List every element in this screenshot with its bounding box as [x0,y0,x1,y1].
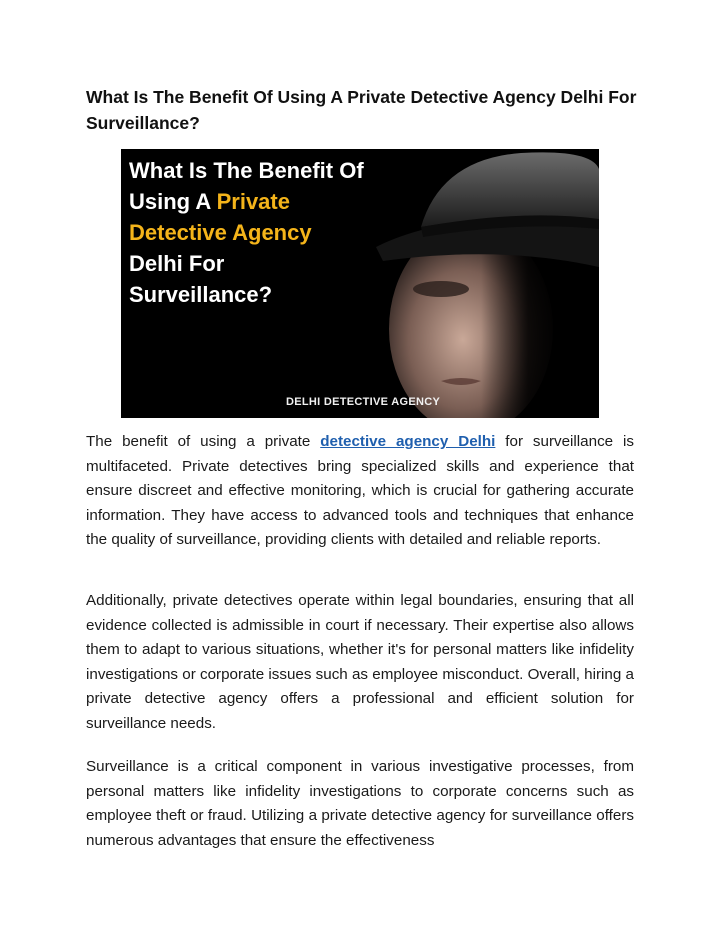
paragraph-2: Additionally, private detectives operate within legal boundaries, ensuring that all evidence collected is admissible in court if necessary. Their expertise also allows them to adapt to various situations, whether it's for personal matters like infidelity investigations or corporate issues such as employee misconduct. Overall, hiring a private detective agency offers a professional and efficient solution for surveillance needs. [86,592,634,732]
hero-line-5: Surveillance? [129,282,273,307]
article-title: What Is The Benefit Of Using A Private Detective Agency Delhi For Surveillance? [86,87,637,133]
detective-agency-link[interactable]: detective agency Delhi [320,433,496,450]
paragraph-1: The benefit of using a private detective agency Delhi for surveillance is multifaceted. Private detectives bring specialized skills and experience that ensure discreet and effective monitoring, which is crucial for gathering accurate information. They have access to advanced tools and techniques that enhance the quality of surveillance, providing clients with detailed and reliable reports. [86,433,634,549]
hero-image [121,149,599,418]
paragraph-3: Surveillance is a critical component in various investigative processes, from personal matters like infidelity investigations to corporate concerns such as employee theft or fraud. Utilizing a private detective agency for surveillance offers numerous advantages that ensure the effectiveness [86,758,634,849]
hero-headline [129,155,399,310]
hero-line-2: Using A Private [129,189,290,214]
hero-highlight: Private [216,189,290,214]
hero-line-3: Detective Agency [129,220,312,245]
hero-brand-caption: DELHI DETECTIVE AGENCY [286,396,441,408]
hero-line-4: Delhi For [129,251,225,276]
hero-line-1: What Is The Benefit Of [129,158,364,183]
